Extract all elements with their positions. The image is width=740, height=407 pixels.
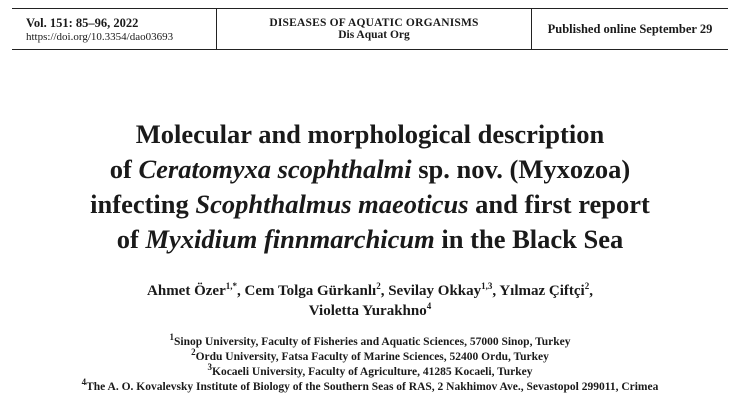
author-name: Yılmaz Çiftçi [499,283,585,299]
article-title [0,117,740,257]
affiliations [0,332,740,395]
species-name: Ceratomyxa scophthalmi [138,154,412,184]
author-separator: , [492,283,500,299]
publication-date: Published online September 29 [547,21,713,36]
author-name: Sevilay Okkay [388,283,482,299]
affiliation-number: 3 [207,362,212,373]
author-name: Ahmet Özer [147,283,226,299]
author-name: Violetta Yurakhno [308,303,427,319]
title-line-2 [0,152,740,187]
title-text: in the Black Sea [434,224,624,254]
affiliation-text: Sinop University, Faculty of Fisheries and Aquatic Sciences, 57000 Sinop, Turkey [174,336,571,348]
affiliation-text: The A. O. Kovalevsky Institute of Biology of the Southern Seas of RAS, 2 Nakhimov Ave., Sevastopol 299011, Crimea [86,381,659,393]
doi-link[interactable]: https://doi.org/10.3354/dao03693 [26,30,174,43]
title-text: and first report [468,189,650,219]
author-line-1 [0,281,740,301]
author [499,283,593,299]
journal-abbreviation: Dis Aquat Org [338,29,410,41]
author-line-2 [0,301,740,321]
journal-header [12,8,728,50]
species-name: Scophthalmus maeoticus [195,189,469,219]
author-separator: , [380,283,389,299]
title-line-3 [0,187,740,222]
title-text: sp. nov. (Myxozoa) [411,154,631,184]
author [147,283,244,299]
header-left [12,9,216,49]
title-text: infecting [90,189,196,219]
affiliation-2 [0,347,740,365]
author-separator: , [589,283,593,299]
title-text: of [109,154,139,184]
author [244,283,388,299]
header-right [532,9,728,49]
author [388,283,499,299]
affiliation-3 [0,362,740,380]
affiliation-4 [0,377,740,395]
author-affiliation-marker: 2 [584,281,590,291]
affiliation-number: 2 [191,347,196,358]
author [309,303,431,319]
author-list [0,281,740,321]
author-affiliation-marker: 1,3 [481,281,493,291]
author-name: Cem Tolga Gürkanlı [244,283,377,299]
title-line-4 [0,222,740,257]
affiliation-1 [0,332,740,350]
species-name: Myxidium finnmarchicum [145,224,435,254]
affiliation-text: Ordu University, Fatsa Faculty of Marine Sciences, 52400 Ordu, Turkey [195,351,549,363]
affiliation-number: 1 [169,332,174,343]
header-center [216,9,532,49]
author-separator: , [236,283,245,299]
journal-name: DISEASES OF AQUATIC ORGANISMS [269,17,479,29]
author-affiliation-marker: 2 [376,281,381,291]
volume-info: Vol. 151: 85–96, 2022 [26,15,139,30]
title-line-1: Molecular and morphological description [135,119,605,149]
affiliation-number: 4 [81,377,87,388]
author-affiliation-marker: 1,* [225,281,237,291]
author-affiliation-marker: 4 [426,301,432,311]
title-text: of [116,224,146,254]
affiliation-text: Kocaeli University, Faculty of Agriculture, 41285 Kocaeli, Turkey [212,366,533,378]
